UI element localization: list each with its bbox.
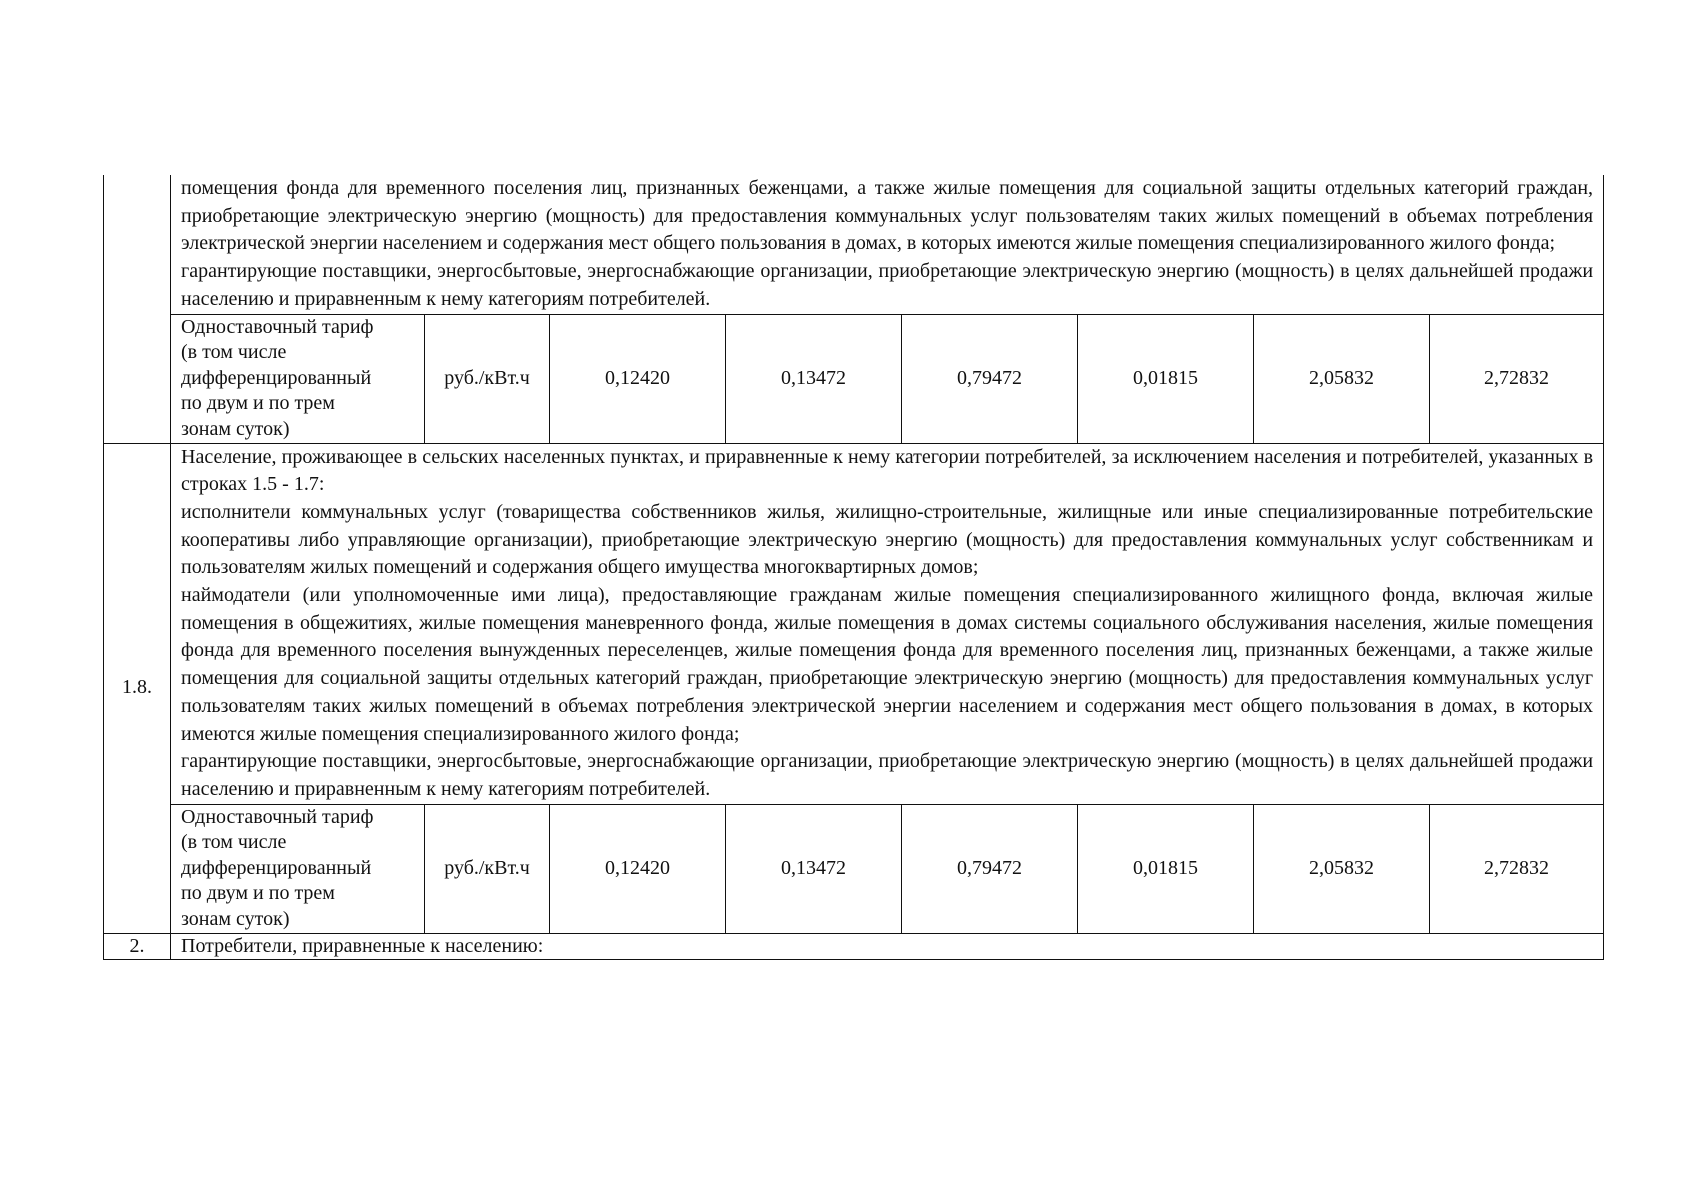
- section-title-cell: Потребители, приравненные к населению:: [171, 933, 1604, 959]
- description-paragraph: гарантирующие поставщики, энергосбытовые, энергоснабжающие организации, приобретающие электрическую энергию (мощность) в целях дальнейшей продажи населению и приравненным к нему категориям потребителей.: [181, 260, 1594, 310]
- rate-name-line: зонам суток): [181, 417, 290, 440]
- description-paragraph: помещения фонда для временного поселения лиц, признанных беженцами, а также жилые помещения для социальной защиты отдельных категорий граждан, приобретающие электрическую энергию (мощность) для предоставления коммунальных услуг пользователям таких жилых помещений в объемах потребления электрической энергии населением и содержания мест общего пользования в домах, в которых имеются жилые помещения специализированного жилого фонда;: [181, 177, 1594, 255]
- rate-value-cell: 0,12420: [550, 804, 726, 933]
- description-paragraph: наймодатели (или уполномоченные ими лица), предоставляющие гражданам жилые помещения специализированного жилищного фонда, включая жилые помещения в общежитиях, жилые помещения маневренного фонда, жилые помещения в домах системы социального обслуживания населения, жилые помещения фонда для временного поселения вынужденных переселенцев, жилые помещения фонда для временного поселения лиц, признанных беженцами, а также жилые помещения для социальной защиты отдельных категорий граждан, приобретающие электрическую энергию (мощность) для предоставления коммунальных услуг пользователям таких жилых помещений в объемах потребления электрической энергии населением и содержания мест общего пользования в домах, в которых имеются жилые помещения специализированного жилого фонда;: [181, 584, 1594, 745]
- rate-value-cell: 2,05832: [1254, 314, 1430, 443]
- row-number-cell: 2.: [104, 933, 171, 959]
- tariff-rate-row: [104, 314, 1604, 443]
- description-paragraph: гарантирующие поставщики, энергосбытовые, энергоснабжающие организации, приобретающие электрическую энергию (мощность) в целях дальнейшей продажи населению и приравненным к нему категориям потребителей.: [181, 750, 1594, 800]
- row-number-cell: [104, 175, 171, 443]
- rate-value-cell: 0,79472: [902, 314, 1078, 443]
- rate-value-cell: 2,72832: [1430, 314, 1604, 443]
- section-1-8-description-row: [104, 443, 1604, 804]
- description-cell: [171, 175, 1604, 314]
- rate-name-line: дифференцированный: [181, 366, 372, 389]
- rate-value-cell: 2,05832: [1254, 804, 1430, 933]
- tariff-table: [103, 175, 1604, 960]
- rate-value-cell: 0,13472: [726, 314, 902, 443]
- description-cell: [171, 443, 1604, 804]
- description-paragraph: Население, проживающее в сельских населенных пунктах, и приравненные к нему категории потребителей, за исключением населения и потребителей, указанных в строках 1.5 - 1.7:: [181, 445, 1594, 496]
- rate-name-line: зонам суток): [181, 908, 290, 931]
- rate-name-line: по двум и по трем: [181, 392, 335, 415]
- unit-cell: руб./кВт.ч: [425, 804, 550, 933]
- rate-value-cell: 0,12420: [550, 314, 726, 443]
- rate-name-cell: [171, 804, 425, 933]
- rate-name-line: (в том числе: [181, 341, 287, 364]
- row-number-cell: 1.8.: [104, 443, 171, 933]
- rate-name-cell: [171, 314, 425, 443]
- rate-name-line: Одноставочный тариф: [181, 805, 374, 828]
- tariff-rate-row: [104, 804, 1604, 933]
- description-paragraph: исполнители коммунальных услуг (товарищества собственников жилья, жилищно-строительные, жилищные или иные специализированные потребительские кооперативы либо управляющие организации), приобретающие электрическую энергию (мощность) для предоставления коммунальных услуг собственникам и пользователям жилых помещений и содержания общего имущества многоквартирных домов;: [181, 500, 1594, 579]
- rate-value-cell: 0,79472: [902, 804, 1078, 933]
- rate-value-cell: 0,01815: [1078, 314, 1254, 443]
- rate-value-cell: 0,13472: [726, 804, 902, 933]
- rate-name-line: Одноставочный тариф: [181, 315, 374, 338]
- rate-value-cell: 0,01815: [1078, 804, 1254, 933]
- rate-name-line: (в том числе: [181, 831, 287, 854]
- rate-name-line: по двум и по трем: [181, 882, 335, 905]
- continuation-description-row: [104, 175, 1604, 314]
- unit-cell: руб./кВт.ч: [425, 314, 550, 443]
- rate-value-cell: 2,72832: [1430, 804, 1604, 933]
- section-2-row: [104, 933, 1604, 959]
- rate-name-line: дифференцированный: [181, 856, 372, 879]
